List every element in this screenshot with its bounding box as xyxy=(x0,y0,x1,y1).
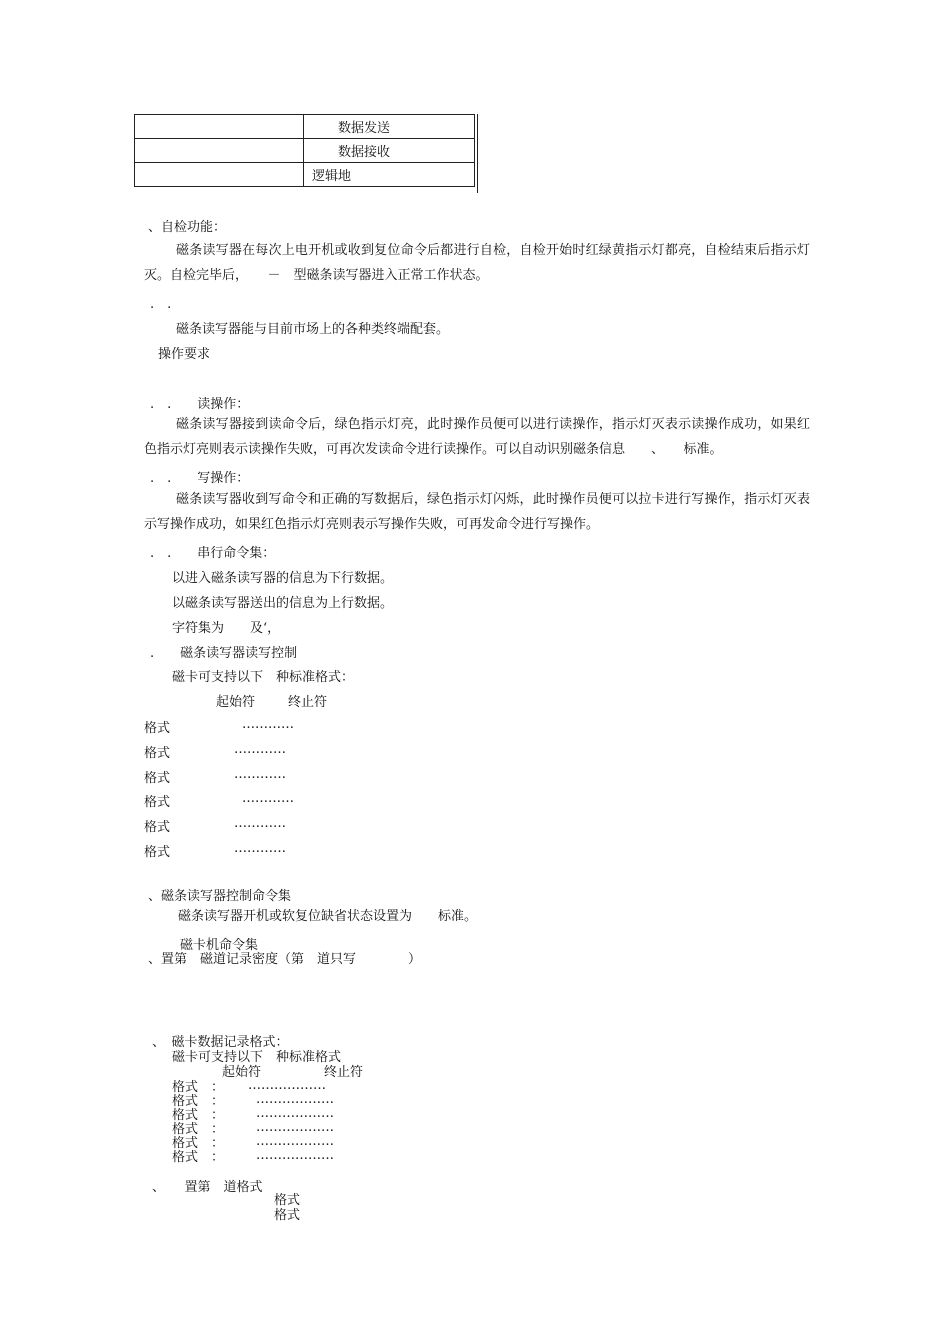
record-format-label: 格式 ： xyxy=(172,1122,225,1137)
operation-heading: 操作要求 xyxy=(158,347,211,362)
record-start-label: 起始符 xyxy=(222,1065,262,1080)
table-row xyxy=(135,163,475,187)
signal-table xyxy=(134,114,475,187)
format-dots: ………… xyxy=(242,717,294,732)
record-format-dots: ……………… xyxy=(248,1078,326,1093)
read-heading: . . 读操作： xyxy=(150,397,250,412)
command-set-heading: 、磁条读写器控制命令集 xyxy=(148,889,292,904)
end-char-label: 终止符 xyxy=(288,695,328,710)
table-cell xyxy=(304,139,475,163)
format-label: 格式 xyxy=(144,845,171,860)
self-check-body: 磁条读写器在每次上电开机或收到复位命令后都进行自检，自检开始时红绿黄指示灯都亮，自检结束后指示灯灭。自检完毕后， － 型磁条读写器进入正常工作状态。 xyxy=(144,243,810,283)
record-end-label: 终止符 xyxy=(324,1065,364,1080)
record-format-label: 格式 ： xyxy=(172,1150,225,1165)
table-cell-text: 数据接收 xyxy=(338,145,391,160)
table-row xyxy=(135,139,475,163)
record-format-label: 格式 ： xyxy=(172,1094,225,1109)
table-border-line xyxy=(477,114,478,193)
format-dots: ………… xyxy=(234,841,286,856)
format-dots: ………… xyxy=(234,816,286,831)
format-dots: ………… xyxy=(242,791,294,806)
format-label: 格式 xyxy=(144,820,171,835)
format-dots: ………… xyxy=(234,767,286,782)
record-support-text: 磁卡可支持以下 种标准格式 xyxy=(172,1050,342,1065)
record-format-dots: ……………… xyxy=(256,1106,334,1121)
record-format-dots: ……………… xyxy=(256,1134,334,1149)
default-setting-text: 磁条读写器开机或软复位缺省状态设置为 标准。 xyxy=(178,909,478,924)
record-format-label: 格式 ： xyxy=(172,1136,225,1151)
table-cell xyxy=(304,115,475,139)
record-format-dots: ……………… xyxy=(256,1148,334,1163)
table-cell xyxy=(135,163,304,187)
table-cell-text: 数据发送 xyxy=(338,121,391,136)
format-label: 格式 xyxy=(144,795,171,810)
track-format-heading: 、 置第 道格式 xyxy=(152,1180,263,1195)
section-dots: . . xyxy=(150,297,172,312)
record-format-label: 格式 ： xyxy=(172,1108,225,1123)
format-dots: ………… xyxy=(234,742,286,757)
write-heading: . . 写操作： xyxy=(150,471,250,486)
card-command-set: 磁卡机命令集 xyxy=(180,938,259,953)
format-label: 格式 xyxy=(144,721,171,736)
table-cell xyxy=(135,115,304,139)
record-format-dots: ……………… xyxy=(256,1092,334,1107)
table-row xyxy=(135,115,475,139)
read-body: 磁条读写器接到读命令后，绿色指示灯亮，此时操作员便可以进行读操作，指示灯灭表示读操作成功，如果红色指示灯亮则表示读操作失败，可再次发读命令进行读操作。可以自动识别磁条信息 、 标准。 xyxy=(144,417,810,457)
write-body: 磁条读写器收到写命令和正确的写数据后，绿色指示灯闪烁，此时操作员便可以拉卡进行写操作，指示灯灭表示写操作成功，如果红色指示灯亮则表示写操作失败，可再发命令进行写操作。 xyxy=(144,492,810,532)
self-check-heading: 、自检功能： xyxy=(148,220,227,235)
compat-text: 磁条读写器能与目前市场上的各种类终端配套。 xyxy=(176,322,450,337)
rw-support-text: 磁卡可支持以下 种标准格式： xyxy=(172,670,355,685)
serial-line-1: 以进入磁条读写器的信息为下行数据。 xyxy=(172,571,394,586)
table-cell xyxy=(135,139,304,163)
table-cell xyxy=(304,163,475,187)
track-format-item: 格式 xyxy=(274,1193,301,1208)
record-format-heading: 、 磁卡数据记录格式： xyxy=(152,1035,289,1050)
serial-heading: . . 串行命令集： xyxy=(150,546,276,561)
serial-line-2: 以磁条读写器送出的信息为上行数据。 xyxy=(172,596,394,611)
table-cell-text: 逻辑地 xyxy=(312,169,352,184)
track-density-line: 、置第 磁道记录密度（第 道只写 ） xyxy=(148,952,422,967)
serial-line-3: 字符集为 及‘， xyxy=(172,621,281,636)
format-label: 格式 xyxy=(144,746,171,761)
rw-control-heading: . 磁条读写器读写控制 xyxy=(150,646,298,661)
start-char-label: 起始符 xyxy=(216,695,256,710)
record-format-dots: ……………… xyxy=(256,1120,334,1135)
track-format-item: 格式 xyxy=(274,1208,301,1223)
record-format-label: 格式 ： xyxy=(172,1080,225,1095)
format-label: 格式 xyxy=(144,771,171,786)
